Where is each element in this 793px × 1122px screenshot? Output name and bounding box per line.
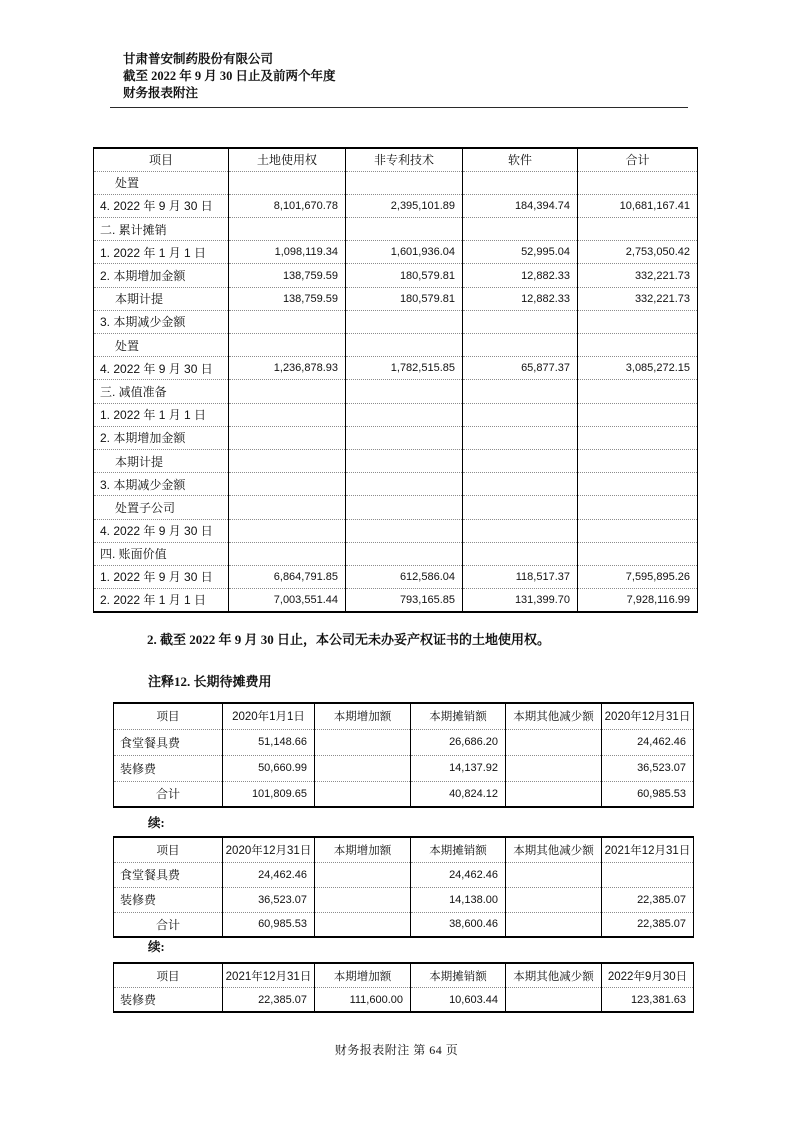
column-header: 合计	[578, 148, 698, 171]
row-label-cell: 合计	[114, 781, 223, 807]
table-row	[114, 988, 694, 1013]
value-cell	[463, 218, 578, 241]
value-cell	[315, 887, 411, 912]
column-header: 本期其他减少额	[506, 963, 602, 988]
value-cell: 332,221.73	[578, 264, 698, 287]
row-label-cell: 2. 本期增加金额	[94, 264, 229, 287]
value-cell	[229, 334, 346, 357]
table-row	[94, 218, 698, 241]
continuation-label: 续:	[148, 816, 165, 830]
value-cell	[463, 496, 578, 519]
table-row	[94, 334, 698, 357]
column-header: 2020年12月31日	[223, 837, 315, 862]
value-cell: 14,137.92	[411, 755, 506, 781]
value-cell	[346, 218, 463, 241]
table-row	[94, 426, 698, 449]
value-cell: 40,824.12	[411, 781, 506, 807]
value-cell: 118,517.37	[463, 565, 578, 588]
value-cell	[506, 755, 602, 781]
value-cell	[346, 380, 463, 403]
table-row	[94, 473, 698, 496]
note-paragraph: 2. 截至 2022 年 9 月 30 日止，本公司无未办妥产权证书的土地使用权。	[147, 632, 551, 647]
table-row	[94, 542, 698, 565]
value-cell	[346, 449, 463, 472]
row-label-cell: 装修费	[114, 988, 223, 1013]
table-row	[114, 729, 694, 755]
table-row	[94, 194, 698, 217]
value-cell: 138,759.59	[229, 287, 346, 310]
row-label-cell: 4. 2022 年 9 月 30 日	[94, 194, 229, 217]
row-label-cell: 处置子公司	[94, 496, 229, 519]
value-cell	[578, 426, 698, 449]
company-name: 甘肃普安制药股份有限公司	[123, 52, 274, 66]
value-cell	[229, 473, 346, 496]
value-cell: 1,098,119.34	[229, 241, 346, 264]
table-header-row	[114, 837, 694, 862]
value-cell: 612,586.04	[346, 565, 463, 588]
value-cell	[315, 755, 411, 781]
row-label-cell: 处置	[94, 334, 229, 357]
document-header	[123, 51, 336, 102]
value-cell	[315, 729, 411, 755]
deferred-expense-table-2021	[113, 836, 694, 938]
value-cell	[463, 171, 578, 194]
value-cell	[315, 912, 411, 937]
doc-title: 财务报表附注	[123, 86, 199, 100]
value-cell	[229, 171, 346, 194]
column-header: 软件	[463, 148, 578, 171]
value-cell: 51,148.66	[223, 729, 315, 755]
value-cell: 10,681,167.41	[578, 194, 698, 217]
row-label-cell: 处置	[94, 171, 229, 194]
value-cell	[578, 496, 698, 519]
value-cell	[229, 519, 346, 542]
value-cell	[463, 542, 578, 565]
value-cell	[506, 887, 602, 912]
value-cell: 2,395,101.89	[346, 194, 463, 217]
row-label-cell: 本期计提	[94, 449, 229, 472]
value-cell: 101,809.65	[223, 781, 315, 807]
value-cell	[229, 403, 346, 426]
table-row	[94, 565, 698, 588]
value-cell	[463, 449, 578, 472]
value-cell	[506, 781, 602, 807]
header-divider	[110, 107, 688, 108]
value-cell: 332,221.73	[578, 287, 698, 310]
row-label-cell: 1. 2022 年 1 月 1 日	[94, 403, 229, 426]
value-cell	[578, 310, 698, 333]
value-cell	[463, 426, 578, 449]
value-cell: 180,579.81	[346, 287, 463, 310]
value-cell	[463, 310, 578, 333]
value-cell	[229, 310, 346, 333]
table-row	[94, 171, 698, 194]
table-row	[94, 357, 698, 380]
value-cell: 10,603.44	[411, 988, 506, 1013]
column-header: 2021年12月31日	[223, 963, 315, 988]
table-row	[94, 310, 698, 333]
value-cell	[315, 781, 411, 807]
row-label-cell: 装修费	[114, 887, 223, 912]
value-cell: 7,595,895.26	[578, 565, 698, 588]
value-cell	[229, 380, 346, 403]
value-cell: 60,985.53	[602, 781, 694, 807]
value-cell: 793,165.85	[346, 589, 463, 612]
value-cell: 22,385.07	[223, 988, 315, 1013]
value-cell	[578, 403, 698, 426]
table-row	[94, 449, 698, 472]
table-header-row	[114, 703, 694, 729]
value-cell: 14,138.00	[411, 887, 506, 912]
table-row	[94, 380, 698, 403]
value-cell	[229, 449, 346, 472]
row-label-cell: 2. 2022 年 1 月 1 日	[94, 589, 229, 612]
table-row	[94, 589, 698, 612]
column-header: 本期增加额	[315, 703, 411, 729]
continuation-label: 续:	[148, 940, 165, 954]
column-header: 2021年12月31日	[602, 837, 694, 862]
column-header: 土地使用权	[229, 148, 346, 171]
value-cell	[463, 403, 578, 426]
deferred-expense-table-2020	[113, 702, 694, 808]
table-row	[114, 912, 694, 937]
value-cell	[578, 218, 698, 241]
value-cell	[463, 473, 578, 496]
value-cell	[346, 473, 463, 496]
value-cell	[346, 334, 463, 357]
column-header: 2020年12月31日	[602, 703, 694, 729]
value-cell	[229, 426, 346, 449]
row-label-cell: 4. 2022 年 9 月 30 日	[94, 519, 229, 542]
table-row	[114, 862, 694, 887]
table-row	[114, 781, 694, 807]
value-cell: 1,236,878.93	[229, 357, 346, 380]
value-cell	[578, 334, 698, 357]
value-cell	[346, 171, 463, 194]
column-header: 非专利技术	[346, 148, 463, 171]
value-cell	[346, 542, 463, 565]
value-cell: 26,686.20	[411, 729, 506, 755]
row-label-cell: 四. 账面价值	[94, 542, 229, 565]
row-label-cell: 2. 本期增加金额	[94, 426, 229, 449]
value-cell	[346, 519, 463, 542]
intangible-assets-table	[93, 147, 698, 613]
value-cell: 138,759.59	[229, 264, 346, 287]
table-row	[94, 519, 698, 542]
table-row	[94, 496, 698, 519]
value-cell: 111,600.00	[315, 988, 411, 1013]
column-header: 2020年1月1日	[223, 703, 315, 729]
column-header: 本期摊销额	[411, 703, 506, 729]
value-cell	[346, 496, 463, 519]
value-cell	[346, 310, 463, 333]
table-row	[94, 287, 698, 310]
value-cell: 22,385.07	[602, 887, 694, 912]
table-row	[114, 887, 694, 912]
row-label-cell: 4. 2022 年 9 月 30 日	[94, 357, 229, 380]
value-cell: 24,462.46	[223, 862, 315, 887]
value-cell	[229, 496, 346, 519]
column-header: 本期其他减少额	[506, 703, 602, 729]
value-cell	[346, 426, 463, 449]
value-cell: 60,985.53	[223, 912, 315, 937]
value-cell	[506, 729, 602, 755]
value-cell	[578, 380, 698, 403]
column-header: 项目	[114, 837, 223, 862]
deferred-expense-table-2022	[113, 962, 694, 1013]
value-cell	[229, 542, 346, 565]
row-label-cell: 1. 2022 年 1 月 1 日	[94, 241, 229, 264]
column-header: 2022年9月30日	[602, 963, 694, 988]
value-cell: 65,877.37	[463, 357, 578, 380]
table-header-row	[94, 148, 698, 171]
row-label-cell: 装修费	[114, 755, 223, 781]
report-period: 截至 2022 年 9 月 30 日止及前两个年度	[123, 69, 336, 83]
value-cell	[578, 171, 698, 194]
value-cell: 184,394.74	[463, 194, 578, 217]
value-cell: 8,101,670.78	[229, 194, 346, 217]
table-row	[94, 403, 698, 426]
value-cell	[506, 912, 602, 937]
value-cell	[346, 403, 463, 426]
value-cell	[578, 473, 698, 496]
column-header: 本期其他减少额	[506, 837, 602, 862]
table-row	[94, 241, 698, 264]
section-heading: 注释12. 长期待摊费用	[148, 674, 272, 689]
column-header: 本期增加额	[315, 837, 411, 862]
value-cell: 12,882.33	[463, 264, 578, 287]
column-header: 本期摊销额	[411, 963, 506, 988]
table-row	[114, 755, 694, 781]
value-cell: 123,381.63	[602, 988, 694, 1013]
value-cell: 50,660.99	[223, 755, 315, 781]
row-label-cell: 合计	[114, 912, 223, 937]
table-header-row	[114, 963, 694, 988]
value-cell: 3,085,272.15	[578, 357, 698, 380]
value-cell: 52,995.04	[463, 241, 578, 264]
row-label-cell: 二. 累计摊销	[94, 218, 229, 241]
column-header: 项目	[114, 703, 223, 729]
column-header: 项目	[94, 148, 229, 171]
table-row	[94, 264, 698, 287]
value-cell: 6,864,791.85	[229, 565, 346, 588]
value-cell	[463, 380, 578, 403]
value-cell	[578, 449, 698, 472]
value-cell: 7,003,551.44	[229, 589, 346, 612]
value-cell: 38,600.46	[411, 912, 506, 937]
column-header: 本期增加额	[315, 963, 411, 988]
value-cell	[578, 519, 698, 542]
row-label-cell: 三. 减值准备	[94, 380, 229, 403]
value-cell: 2,753,050.42	[578, 241, 698, 264]
value-cell: 7,928,116.99	[578, 589, 698, 612]
row-label-cell: 食堂餐具费	[114, 729, 223, 755]
value-cell: 131,399.70	[463, 589, 578, 612]
value-cell: 22,385.07	[602, 912, 694, 937]
value-cell: 1,601,936.04	[346, 241, 463, 264]
value-cell: 36,523.07	[602, 755, 694, 781]
value-cell	[229, 218, 346, 241]
row-label-cell: 食堂餐具费	[114, 862, 223, 887]
value-cell: 180,579.81	[346, 264, 463, 287]
value-cell	[315, 862, 411, 887]
value-cell	[506, 862, 602, 887]
value-cell	[463, 519, 578, 542]
row-label-cell: 1. 2022 年 9 月 30 日	[94, 565, 229, 588]
value-cell: 36,523.07	[223, 887, 315, 912]
value-cell	[463, 334, 578, 357]
value-cell: 24,462.46	[411, 862, 506, 887]
value-cell	[506, 988, 602, 1013]
value-cell: 12,882.33	[463, 287, 578, 310]
row-label-cell: 3. 本期减少金额	[94, 310, 229, 333]
value-cell: 1,782,515.85	[346, 357, 463, 380]
row-label-cell: 本期计提	[94, 287, 229, 310]
value-cell	[578, 542, 698, 565]
column-header: 本期摊销额	[411, 837, 506, 862]
page-footer: 财务报表附注 第 64 页	[334, 1043, 459, 1057]
value-cell	[602, 862, 694, 887]
column-header: 项目	[114, 963, 223, 988]
value-cell: 24,462.46	[602, 729, 694, 755]
row-label-cell: 3. 本期减少金额	[94, 473, 229, 496]
